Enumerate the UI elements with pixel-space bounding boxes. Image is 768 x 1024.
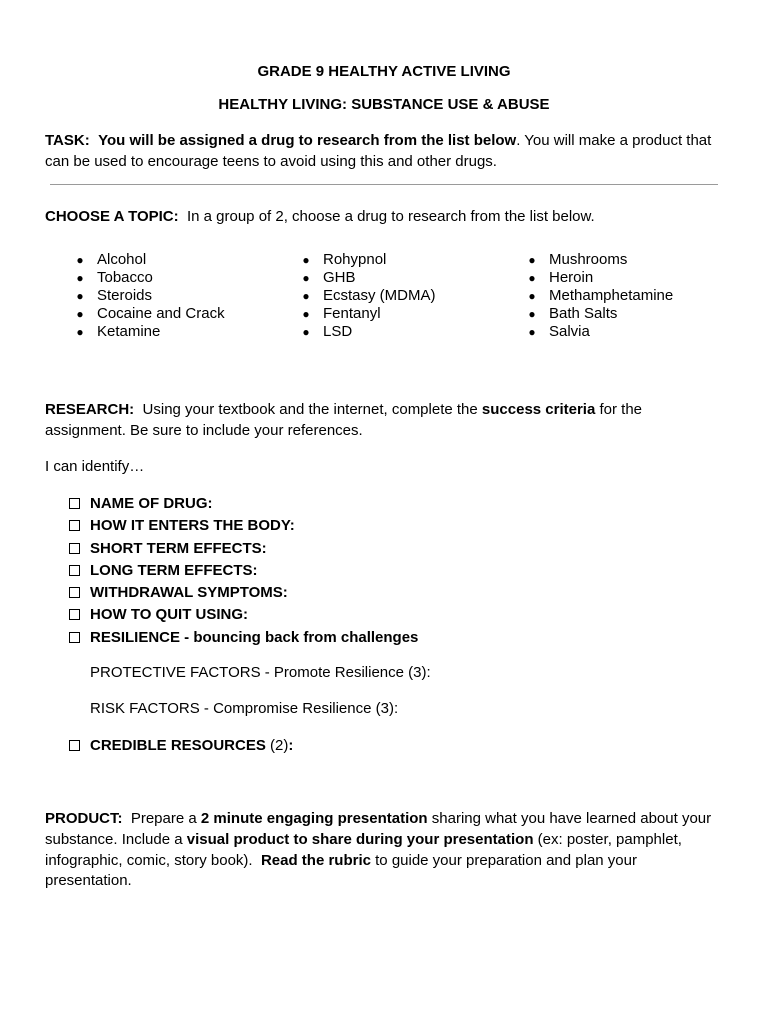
choose-topic-text: In a group of 2, choose a drug to research from the list below. <box>186 208 595 225</box>
page-title: GRADE 9 HEALTHY ACTIVE LIVING <box>257 63 511 80</box>
list-item: ● Steroids <box>76 287 153 304</box>
checklist-item: RESILIENCE - bouncing back from challenges <box>69 628 418 650</box>
checkbox[interactable] <box>69 565 80 576</box>
checklist-item: HOW IT ENTERS THE BODY: <box>69 516 418 538</box>
checklist-item: NAME OF DRUG: <box>69 494 418 516</box>
checkbox[interactable] <box>69 543 80 554</box>
research-paragraph: RESEARCH: Using your textbook and the internet, complete the success criteria for the assignment. Be sure to include your references. <box>45 401 643 439</box>
bullet-icon: ● <box>302 325 310 339</box>
list-item: ● LSD <box>302 323 353 340</box>
list-item: ● GHB <box>302 269 356 286</box>
checklist-item: SHORT TERM EFFECTS: <box>69 539 418 561</box>
checkbox[interactable] <box>69 498 80 509</box>
drug-list-col2 <box>301 251 436 341</box>
i-can-identify: I can identify… <box>45 458 145 475</box>
list-item: ● Bath Salts <box>528 305 618 322</box>
choose-topic-paragraph <box>45 207 725 228</box>
protective-factors: PROTECTIVE FACTORS - Promote Resilience (3): <box>90 664 431 681</box>
drug-list-col3 <box>527 251 673 341</box>
bullet-icon: ● <box>76 253 84 267</box>
bullet-icon: ● <box>76 289 84 303</box>
task-bold-text: You will be assigned a drug to research from the list below <box>98 132 517 149</box>
bullet-icon: ● <box>528 289 536 303</box>
bullet-icon: ● <box>302 253 310 267</box>
bullet-icon: ● <box>76 307 84 321</box>
success-criteria-text: success criteria <box>481 401 596 418</box>
checklist-item: LONG TERM EFFECTS: <box>69 561 418 583</box>
list-item: ● Cocaine and Crack <box>76 305 225 322</box>
task-paragraph <box>45 131 725 172</box>
checklist-item: HOW TO QUIT USING: <box>69 605 418 627</box>
list-item: ● Fentanyl <box>302 305 381 322</box>
checkbox[interactable] <box>69 632 80 643</box>
list-item: ● Mushrooms <box>528 251 628 268</box>
product-label: PRODUCT: <box>45 810 123 827</box>
bullet-icon: ● <box>302 271 310 285</box>
bullet-icon: ● <box>528 325 536 339</box>
criteria-checklist <box>69 494 418 650</box>
checkbox[interactable] <box>69 740 80 751</box>
task-label: TASK: <box>45 132 90 149</box>
credible-resources-item: CREDIBLE RESOURCES (2): <box>69 736 293 756</box>
checkbox[interactable] <box>69 609 80 620</box>
list-item: ● Heroin <box>528 269 594 286</box>
checklist-item: WITHDRAWAL SYMPTOMS: <box>69 583 418 605</box>
list-item: ● Alcohol <box>76 251 147 268</box>
list-item: ● Ecstasy (MDMA) <box>302 287 436 304</box>
bullet-icon: ● <box>302 307 310 321</box>
divider <box>50 184 718 185</box>
bullet-icon: ● <box>528 271 536 285</box>
bullet-icon: ● <box>528 307 536 321</box>
page-subtitle: HEALTHY LIVING: SUBSTANCE USE & ABUSE <box>218 96 550 113</box>
list-item: ● Tobacco <box>76 269 153 286</box>
risk-factors: RISK FACTORS - Compromise Resilience (3): <box>90 700 399 717</box>
list-item: ● Salvia <box>528 323 590 340</box>
product-paragraph: PRODUCT: Prepare a 2 minute engaging presentation sharing what you have learned about your substance. Include a visual product to share during your presentation (ex: poster, pamphlet, infographic, comic, story book). Read the rubric to guide your preparation and plan your presentation. <box>45 810 712 890</box>
checkbox[interactable] <box>69 520 80 531</box>
research-label: RESEARCH: <box>45 401 135 418</box>
drug-list-col1 <box>75 251 225 341</box>
choose-topic-label: CHOOSE A TOPIC: <box>45 208 179 225</box>
bullet-icon: ● <box>76 271 84 285</box>
task-rest-text: . You will make a product that can be used to encourage teens to avoid using this and other drugs. <box>45 132 712 170</box>
list-item: ● Methamphetamine <box>528 287 674 304</box>
checkbox[interactable] <box>69 587 80 598</box>
list-item: ● Rohypnol <box>302 251 387 268</box>
bullet-icon: ● <box>528 253 536 267</box>
list-item: ● Ketamine <box>76 323 161 340</box>
bullet-icon: ● <box>76 325 84 339</box>
bullet-icon: ● <box>302 289 310 303</box>
